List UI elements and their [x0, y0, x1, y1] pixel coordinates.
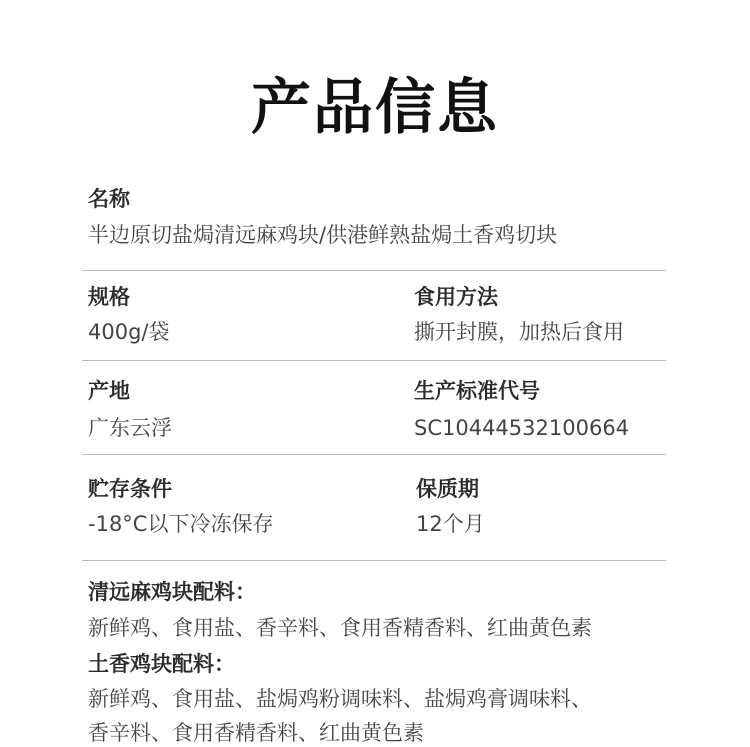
standard-value: SC10444532100664 [414, 416, 630, 440]
usage-label: 食用方法 [414, 285, 498, 309]
divider [82, 560, 666, 561]
origin-label: 产地 [88, 379, 130, 403]
shelf-life-value: 12个月 [416, 512, 485, 536]
divider [82, 270, 666, 271]
spec-label: 规格 [88, 285, 130, 309]
divider [82, 454, 666, 455]
page-title: 产品信息 [251, 73, 499, 143]
tuxiang-ingredients-line1: 新鲜鸡、食用盐、盐焗鸡粉调味料、盐焗鸡膏调味料、 [88, 687, 592, 711]
divider [82, 360, 666, 361]
standard-label: 生产标准代号 [414, 379, 540, 403]
name-value: 半边原切盐焗清远麻鸡块/供港鲜熟盐焗土香鸡切块 [88, 223, 558, 247]
name-label: 名称 [88, 187, 130, 211]
tuxiang-ingredients-label: 土香鸡块配料： [88, 652, 235, 676]
storage-label: 贮存条件 [88, 477, 172, 501]
origin-value: 广东云浮 [88, 416, 172, 440]
shelf-life-label: 保质期 [416, 477, 479, 501]
usage-value: 撕开封膜，加热后食用 [414, 320, 624, 344]
spec-value: 400g/袋 [88, 320, 170, 344]
qingyuan-ingredients-value: 新鲜鸡、食用盐、香辛料、食用香精香料、红曲黄色素 [88, 616, 592, 640]
tuxiang-ingredients-line2: 香辛料、食用香精香料、红曲黄色素 [88, 721, 424, 745]
qingyuan-ingredients-label: 清远麻鸡块配料： [88, 580, 256, 604]
storage-value: -18°C以下冷冻保存 [88, 512, 274, 536]
